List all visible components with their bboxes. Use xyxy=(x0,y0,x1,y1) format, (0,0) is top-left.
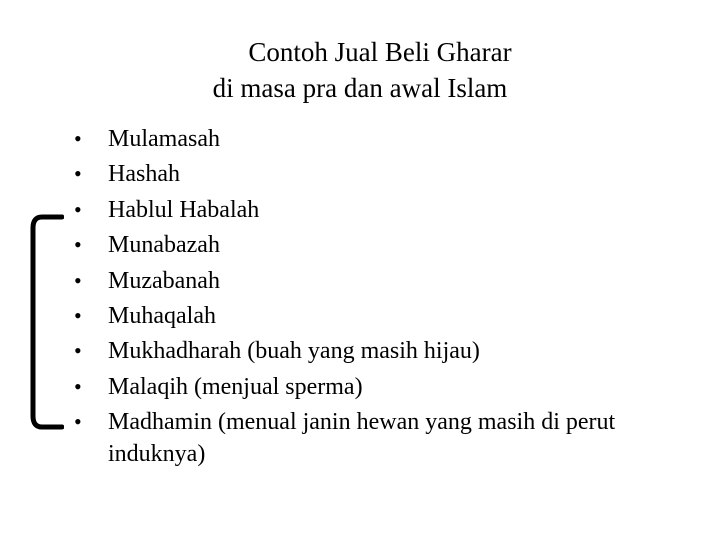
bullet-dot: • xyxy=(74,302,82,328)
list-item-text: Mulamasah xyxy=(108,126,220,152)
list-item-text: Mukhadharah (buah yang masih hijau) xyxy=(108,338,480,365)
slide-title xyxy=(0,34,720,106)
list-item xyxy=(74,194,674,226)
list-item-text: Madhamin (menual janin hewan yang masih di perut induknya) xyxy=(108,409,616,468)
list-item xyxy=(74,229,674,261)
bullet-dot: • xyxy=(74,267,82,293)
title-line-1: Contoh Jual Beli Gharar xyxy=(248,37,512,67)
list-item xyxy=(74,123,674,155)
list-item xyxy=(74,265,674,297)
list-item xyxy=(74,300,674,332)
list-item-text: Hablul Habalah xyxy=(108,196,260,223)
bullet-dot: • xyxy=(74,196,82,222)
list-item xyxy=(74,335,674,367)
bracket-connector xyxy=(28,214,64,430)
bullet-dot: • xyxy=(74,126,82,151)
list-item-text: Malaqih (menjual sperma) xyxy=(108,373,363,400)
list-item-text: Muzabanah xyxy=(108,267,220,294)
bullet-dot: • xyxy=(74,373,82,399)
bullet-dot: • xyxy=(74,338,82,364)
list-item-text: Hashah xyxy=(108,161,180,188)
bullet-list xyxy=(74,123,674,474)
list-item xyxy=(74,158,674,190)
bullet-dot: • xyxy=(74,232,82,258)
bullet-dot: • xyxy=(74,161,82,187)
list-item xyxy=(74,406,674,470)
list-item-text: Munabazah xyxy=(108,232,220,259)
list-item xyxy=(74,371,674,403)
list-item-text: Muhaqalah xyxy=(108,302,216,329)
title-line-2: di masa pra dan awal Islam xyxy=(212,73,508,103)
bullet-dot: • xyxy=(74,409,82,435)
